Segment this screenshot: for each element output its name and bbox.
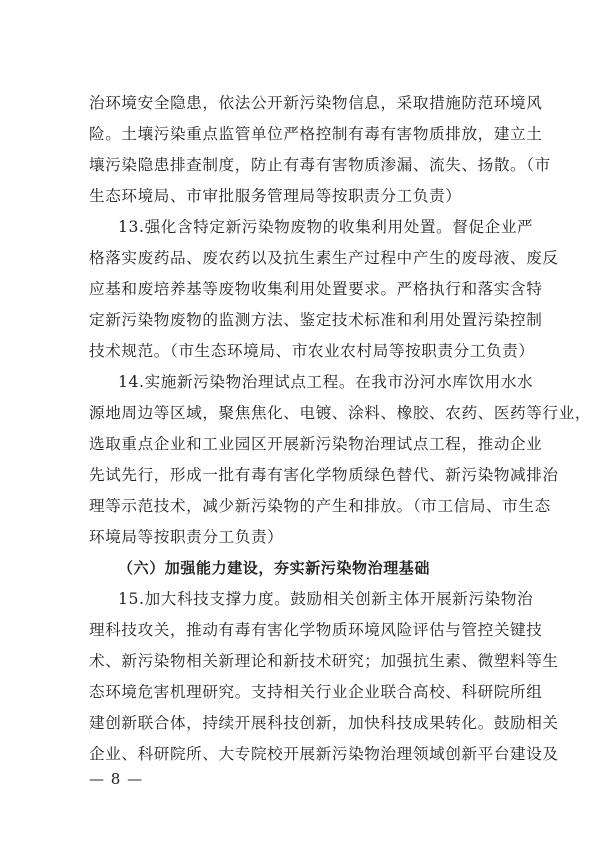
text-line: 生态环境局、市审批服务管理局等按职责分工负责） xyxy=(89,187,462,205)
text-line: 环境局等按职责分工负责） xyxy=(89,528,284,546)
text-line: 理等示范技术，减少新污染物的产生和排放。（市工信局、市生态 xyxy=(89,497,551,515)
text-line: 先试先行，形成一批有毒有害化学物质绿色替代、新污染物减排治 xyxy=(89,466,559,484)
text-line: 选取重点企业和工业园区开展新污染物治理试点工程，推动企业 xyxy=(89,435,543,453)
text-line: 态环境危害机理研究。支持相关行业企业联合高校、科研院所组 xyxy=(89,683,543,701)
paragraph-13-start: 13.强化含特定新污染物废物的收集利用处置。督促企业严 xyxy=(118,218,534,236)
text-line: 理科技攻关，推动有毒有害化学物质环境风险评估与管控关键技 xyxy=(89,621,543,639)
text-line: 定新污染物废物的监测方法、鉴定技术标准和利用处置污染控制 xyxy=(89,311,543,329)
text-line: 壤污染隐患排查制度，防止有毒有害物质渗漏、流失、扬散。（市 xyxy=(89,156,551,174)
section-heading: （六）加强能力建设，夯实新污染物治理基础 xyxy=(118,559,431,577)
text-line: 术、新污染物相关新理论和新技术研究；加强抗生素、微塑料等生 xyxy=(89,652,559,670)
text-line: 技术规范。（市生态环境局、市农业农村局等按职责分工负责） xyxy=(89,342,535,360)
text-line: 源地周边等区域，聚焦焦化、电镀、涂料、橡胶、农药、医药等行业， xyxy=(89,404,592,422)
paragraph-14-start: 14.实施新污染物治理试点工程。在我市汾河水库饮用水水 xyxy=(118,373,534,391)
text-line: 企业、科研院所、大专院校开展新污染物治理领域创新平台建设及 xyxy=(89,745,559,763)
text-line: 格落实废药品、废农药以及抗生素生产过程中产生的废母液、废反 xyxy=(89,249,559,267)
text-line: 应基和废培养基等废物收集利用处置要求。严格执行和落实含特 xyxy=(89,280,543,298)
text-line: 险。土壤污染重点监管单位严格控制有毒有害物质排放，建立土 xyxy=(89,125,543,143)
paragraph-15-start: 15.加大科技支撑力度。鼓励相关创新主体开展新污染物治 xyxy=(118,590,534,608)
text-line: 建创新联合体，持续开展科技创新，加快科技成果转化。鼓励相关 xyxy=(89,714,559,732)
page-number: — 8 — xyxy=(89,770,144,788)
text-line: 治环境安全隐患，依法公开新污染物信息，采取措施防范环境风 xyxy=(89,94,543,112)
